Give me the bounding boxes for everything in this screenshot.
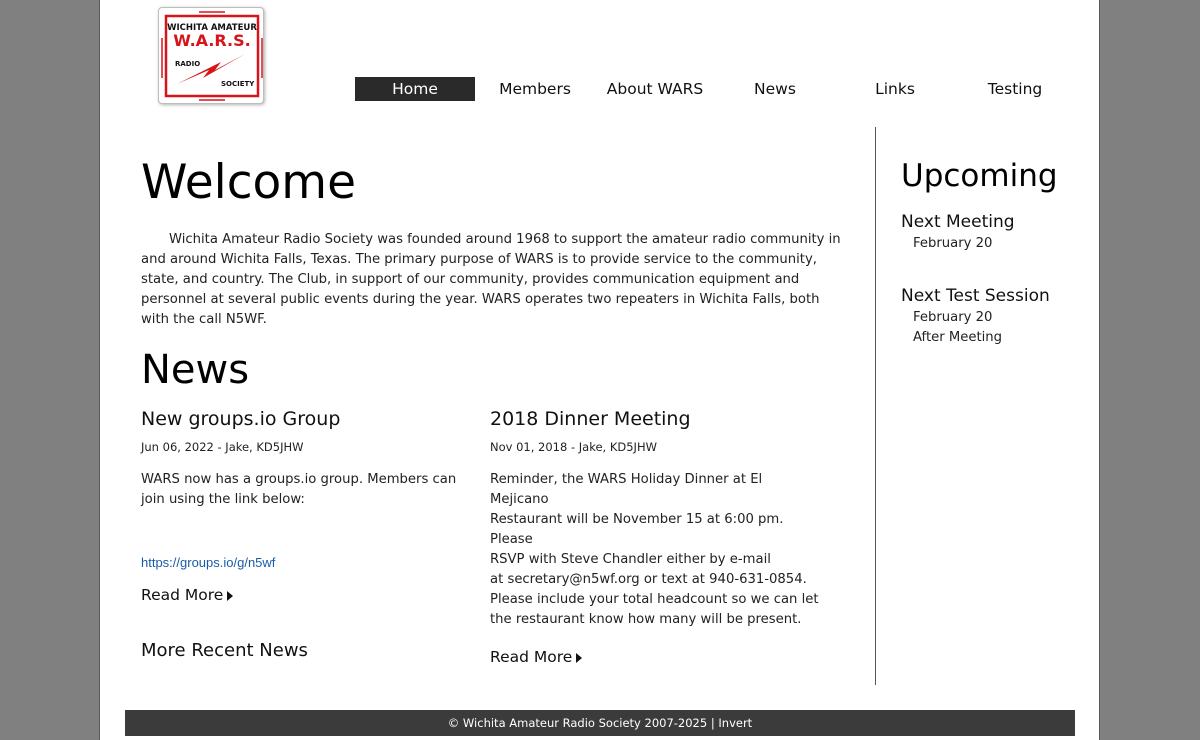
wars-logo[interactable]	[158, 7, 264, 104]
welcome-heading: Welcome	[141, 155, 356, 210]
news-article-1	[141, 405, 471, 606]
triangle-right-icon	[576, 653, 582, 663]
nav-members[interactable]: Members	[499, 80, 571, 98]
next-test-time: After Meeting	[913, 330, 1003, 345]
article-body-line: Restaurant will be November 15 at 6:00 pm. Please	[490, 512, 784, 547]
main-nav	[355, 77, 1075, 101]
article-title[interactable]: New groups.io Group	[141, 408, 341, 430]
upcoming-sidebar	[901, 154, 1081, 348]
nav-news[interactable]: News	[754, 80, 796, 98]
logo-line1: WICHITA AMATEUR	[167, 23, 257, 33]
read-more-button[interactable]	[141, 584, 233, 606]
upcoming-heading: Upcoming	[901, 158, 1058, 194]
read-more-label: Read More	[141, 586, 224, 604]
logo-line4: SOCIETY	[221, 80, 255, 88]
main-content	[141, 150, 851, 666]
next-meeting-label: Next Meeting	[901, 212, 1015, 232]
read-more-label: Read More	[490, 648, 573, 666]
footer-bar	[125, 710, 1075, 736]
next-test-block	[901, 284, 1081, 348]
article-body-line: at secretary@n5wf.org or text at 940-631-0854.	[490, 572, 807, 587]
wars-logo-graphic	[159, 8, 265, 105]
next-meeting-date: February 20	[913, 236, 993, 251]
article-body-line: Please include your total headcount so we can let	[490, 592, 819, 607]
footer-copyright: © Wichita Amateur Radio Society 2007-2025 |	[447, 716, 715, 730]
triangle-right-icon	[227, 591, 233, 601]
nav-about-wars[interactable]: About WARS	[606, 80, 704, 98]
news-heading: News	[141, 347, 250, 393]
article-body-line: Reminder, the WARS Holiday Dinner at El Mejicano	[490, 472, 763, 507]
article-body: WARS now has a groups.io group. Members can join using the link below:	[141, 472, 457, 507]
read-more-button[interactable]	[490, 646, 582, 668]
more-recent-news-link[interactable]: More Recent News	[141, 640, 308, 661]
article-body-line: RSVP with Steve Chandler either by e-mail	[490, 552, 771, 567]
next-test-label: Next Test Session	[901, 286, 1050, 306]
article-body	[490, 470, 820, 630]
next-meeting-block	[901, 210, 1081, 254]
nav-testing[interactable]: Testing	[987, 80, 1043, 98]
logo-line3: RADIO	[175, 60, 201, 68]
sidebar-divider	[875, 127, 876, 685]
article-body-line: the restaurant know how many will be present.	[490, 612, 802, 627]
news-article-2	[490, 405, 820, 668]
groups-io-link[interactable]: https://groups.io/g/n5wf	[141, 555, 276, 570]
article-title[interactable]: 2018 Dinner Meeting	[490, 408, 691, 430]
nav-home[interactable]: Home	[355, 77, 475, 101]
page-container	[99, 0, 1100, 740]
nav-links[interactable]: Links	[875, 80, 915, 98]
welcome-paragraph: Wichita Amateur Radio Society was founded around 1968 to support the amateur radio community in and around Wichita Falls, Texas. The primary purpose of WARS is to provide service to the community, state, and country. The Club, in support of our community, provides communication equipment and personnel at several public events during the year. WARS operates two repeaters in Wichita Falls, both with the call N5WF.	[141, 232, 841, 327]
article-meta: Nov 01, 2018 - Jake, KD5JHW	[490, 440, 657, 454]
article-meta: Jun 06, 2022 - Jake, KD5JHW	[141, 440, 304, 454]
next-test-date: February 20	[913, 310, 993, 325]
invert-toggle[interactable]: Invert	[718, 716, 753, 730]
logo-line2: W.A.R.S.	[173, 31, 251, 50]
